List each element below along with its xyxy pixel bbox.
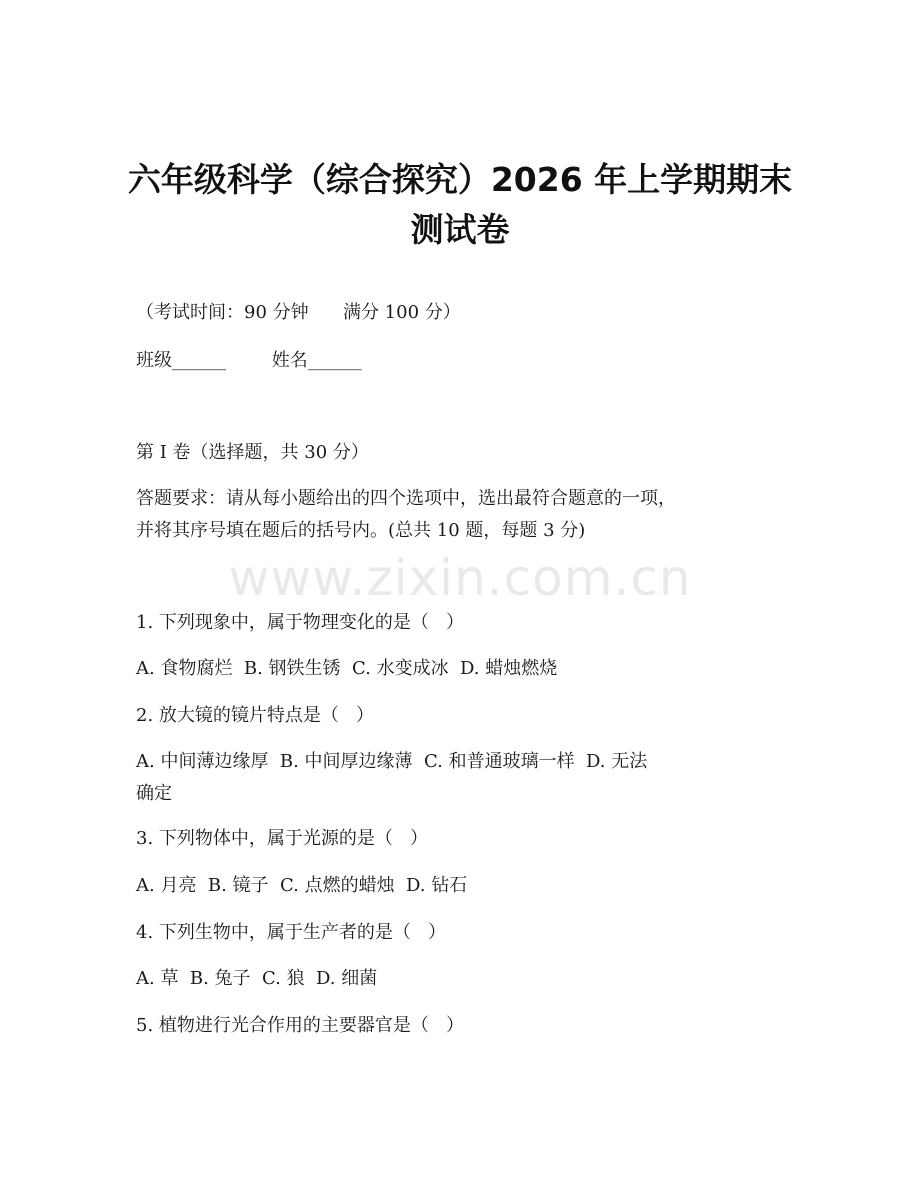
question-5-stem: 5. 植物进行光合作用的主要器官是（ ） [136, 1015, 465, 1036]
question-2-options: A. 中间薄边缘厚 B. 中间厚边缘薄 C. 和普通玻璃一样 D. 无法 [136, 751, 648, 772]
question-4-options: A. 草 B. 兔子 C. 狼 D. 细菌 [136, 968, 378, 989]
question-3-stem: 3. 下列物体中，属于光源的是（ ） [136, 828, 429, 849]
question-3-options: A. 月亮 B. 镜子 C. 点燃的蜡烛 D. 钻石 [136, 875, 468, 896]
exam-info: （考试时间：90 分钟 满分 100 分） [136, 302, 461, 323]
watermark: www.zixin.com.cn [228, 549, 692, 607]
exam-title-line-2: 测试卷 [410, 210, 510, 249]
question-1-options: A. 食物腐烂 B. 钢铁生锈 C. 水变成冰 D. 蜡烛燃烧 [136, 658, 558, 679]
question-2-stem: 2. 放大镜的镜片特点是（ ） [136, 705, 375, 726]
question-4-stem: 4. 下列生物中，属于生产者的是（ ） [136, 922, 447, 943]
exam-title-line-1: 六年级科学（综合探究）2026 年上学期期末 [127, 160, 793, 199]
student-fields: 班级______ 姓名______ [136, 350, 362, 371]
section-heading: 第 I 卷（选择题，共 30 分） [136, 442, 369, 463]
instructions-line-1: 答题要求：请从每小题给出的四个选项中，选出最符合题意的一项， [136, 488, 676, 509]
question-1-stem: 1. 下列现象中，属于物理变化的是（ ） [136, 612, 465, 633]
instructions-line-2: 并将其序号填在题后的括号内。(总共 10 题，每题 3 分) [136, 520, 586, 541]
question-2-options-continued: 确定 [136, 783, 172, 804]
